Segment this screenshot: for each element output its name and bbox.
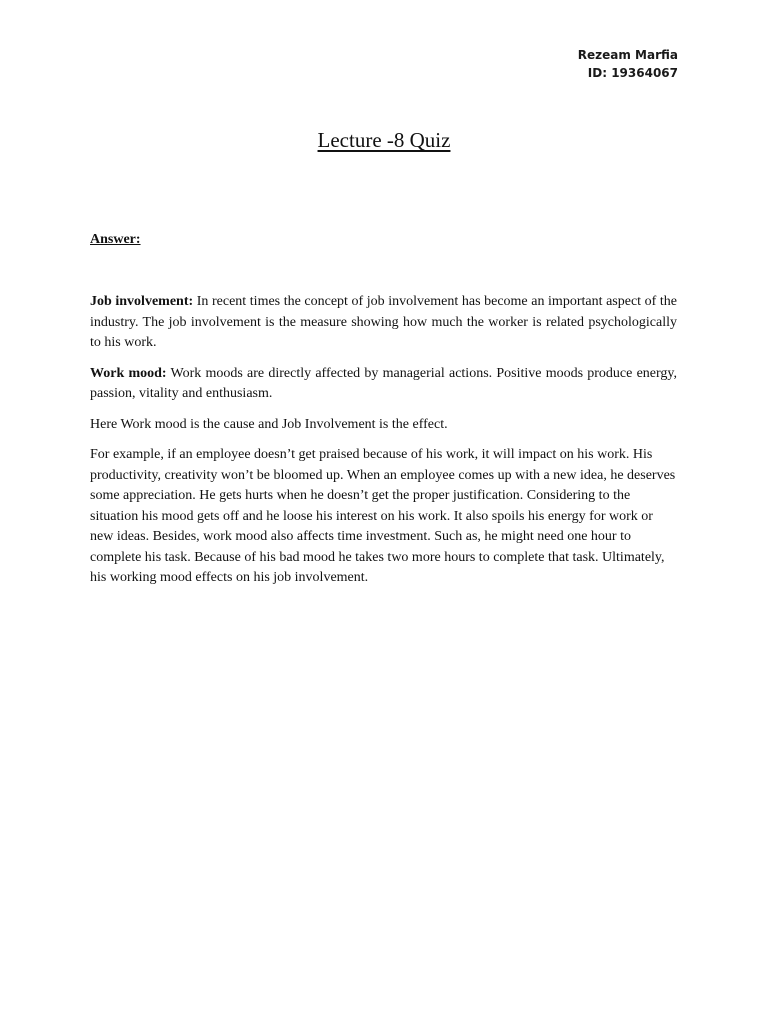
author-name: Rezeam Marfia [577, 48, 678, 62]
document-title: Lecture -8 Quiz [317, 128, 451, 152]
paragraph-cause-effect: Here Work mood is the cause and Job Involvement is the effect. [90, 416, 448, 432]
author-block [578, 46, 678, 82]
text-work-mood: Work moods are directly affected by managerial actions. Positive moods produce energy, passion, vitality and enthusiasm. [90, 365, 677, 401]
term-job-involvement: Job involvement: [90, 294, 194, 309]
answer-body [90, 292, 677, 599]
term-work-mood: Work mood: [90, 365, 167, 381]
paragraph-work-mood [90, 364, 677, 405]
document-title-wrapper [0, 128, 768, 153]
text-job-involvement: In recent times the concept of job involvement has become an important aspect of the industry. The job involvement is the measure showing how much the worker is related psychologically to his work. [90, 294, 677, 350]
student-id: ID: 19364067 [587, 66, 678, 80]
paragraph-example: For example, if an employee doesn’t get praised because of his work, it will impact on his work. His productivity, creativity won’t be bloomed up. When an employee comes up with a new idea, he deserves some appreciation. He gets hurts when he doesn’t get the proper justification. Considering to the situation his mood gets off and he loose his interest on his work. It also spoils his energy for work or new ideas. Besides, work mood also affects time investment. Such as, he might need one hour to complete his task. Because of his bad mood he takes two more hours to complete that task. Ultimately, his working mood effects on his job involvement. [90, 447, 676, 585]
answer-label: Answer: [90, 232, 141, 247]
paragraph-job-involvement [90, 292, 677, 354]
